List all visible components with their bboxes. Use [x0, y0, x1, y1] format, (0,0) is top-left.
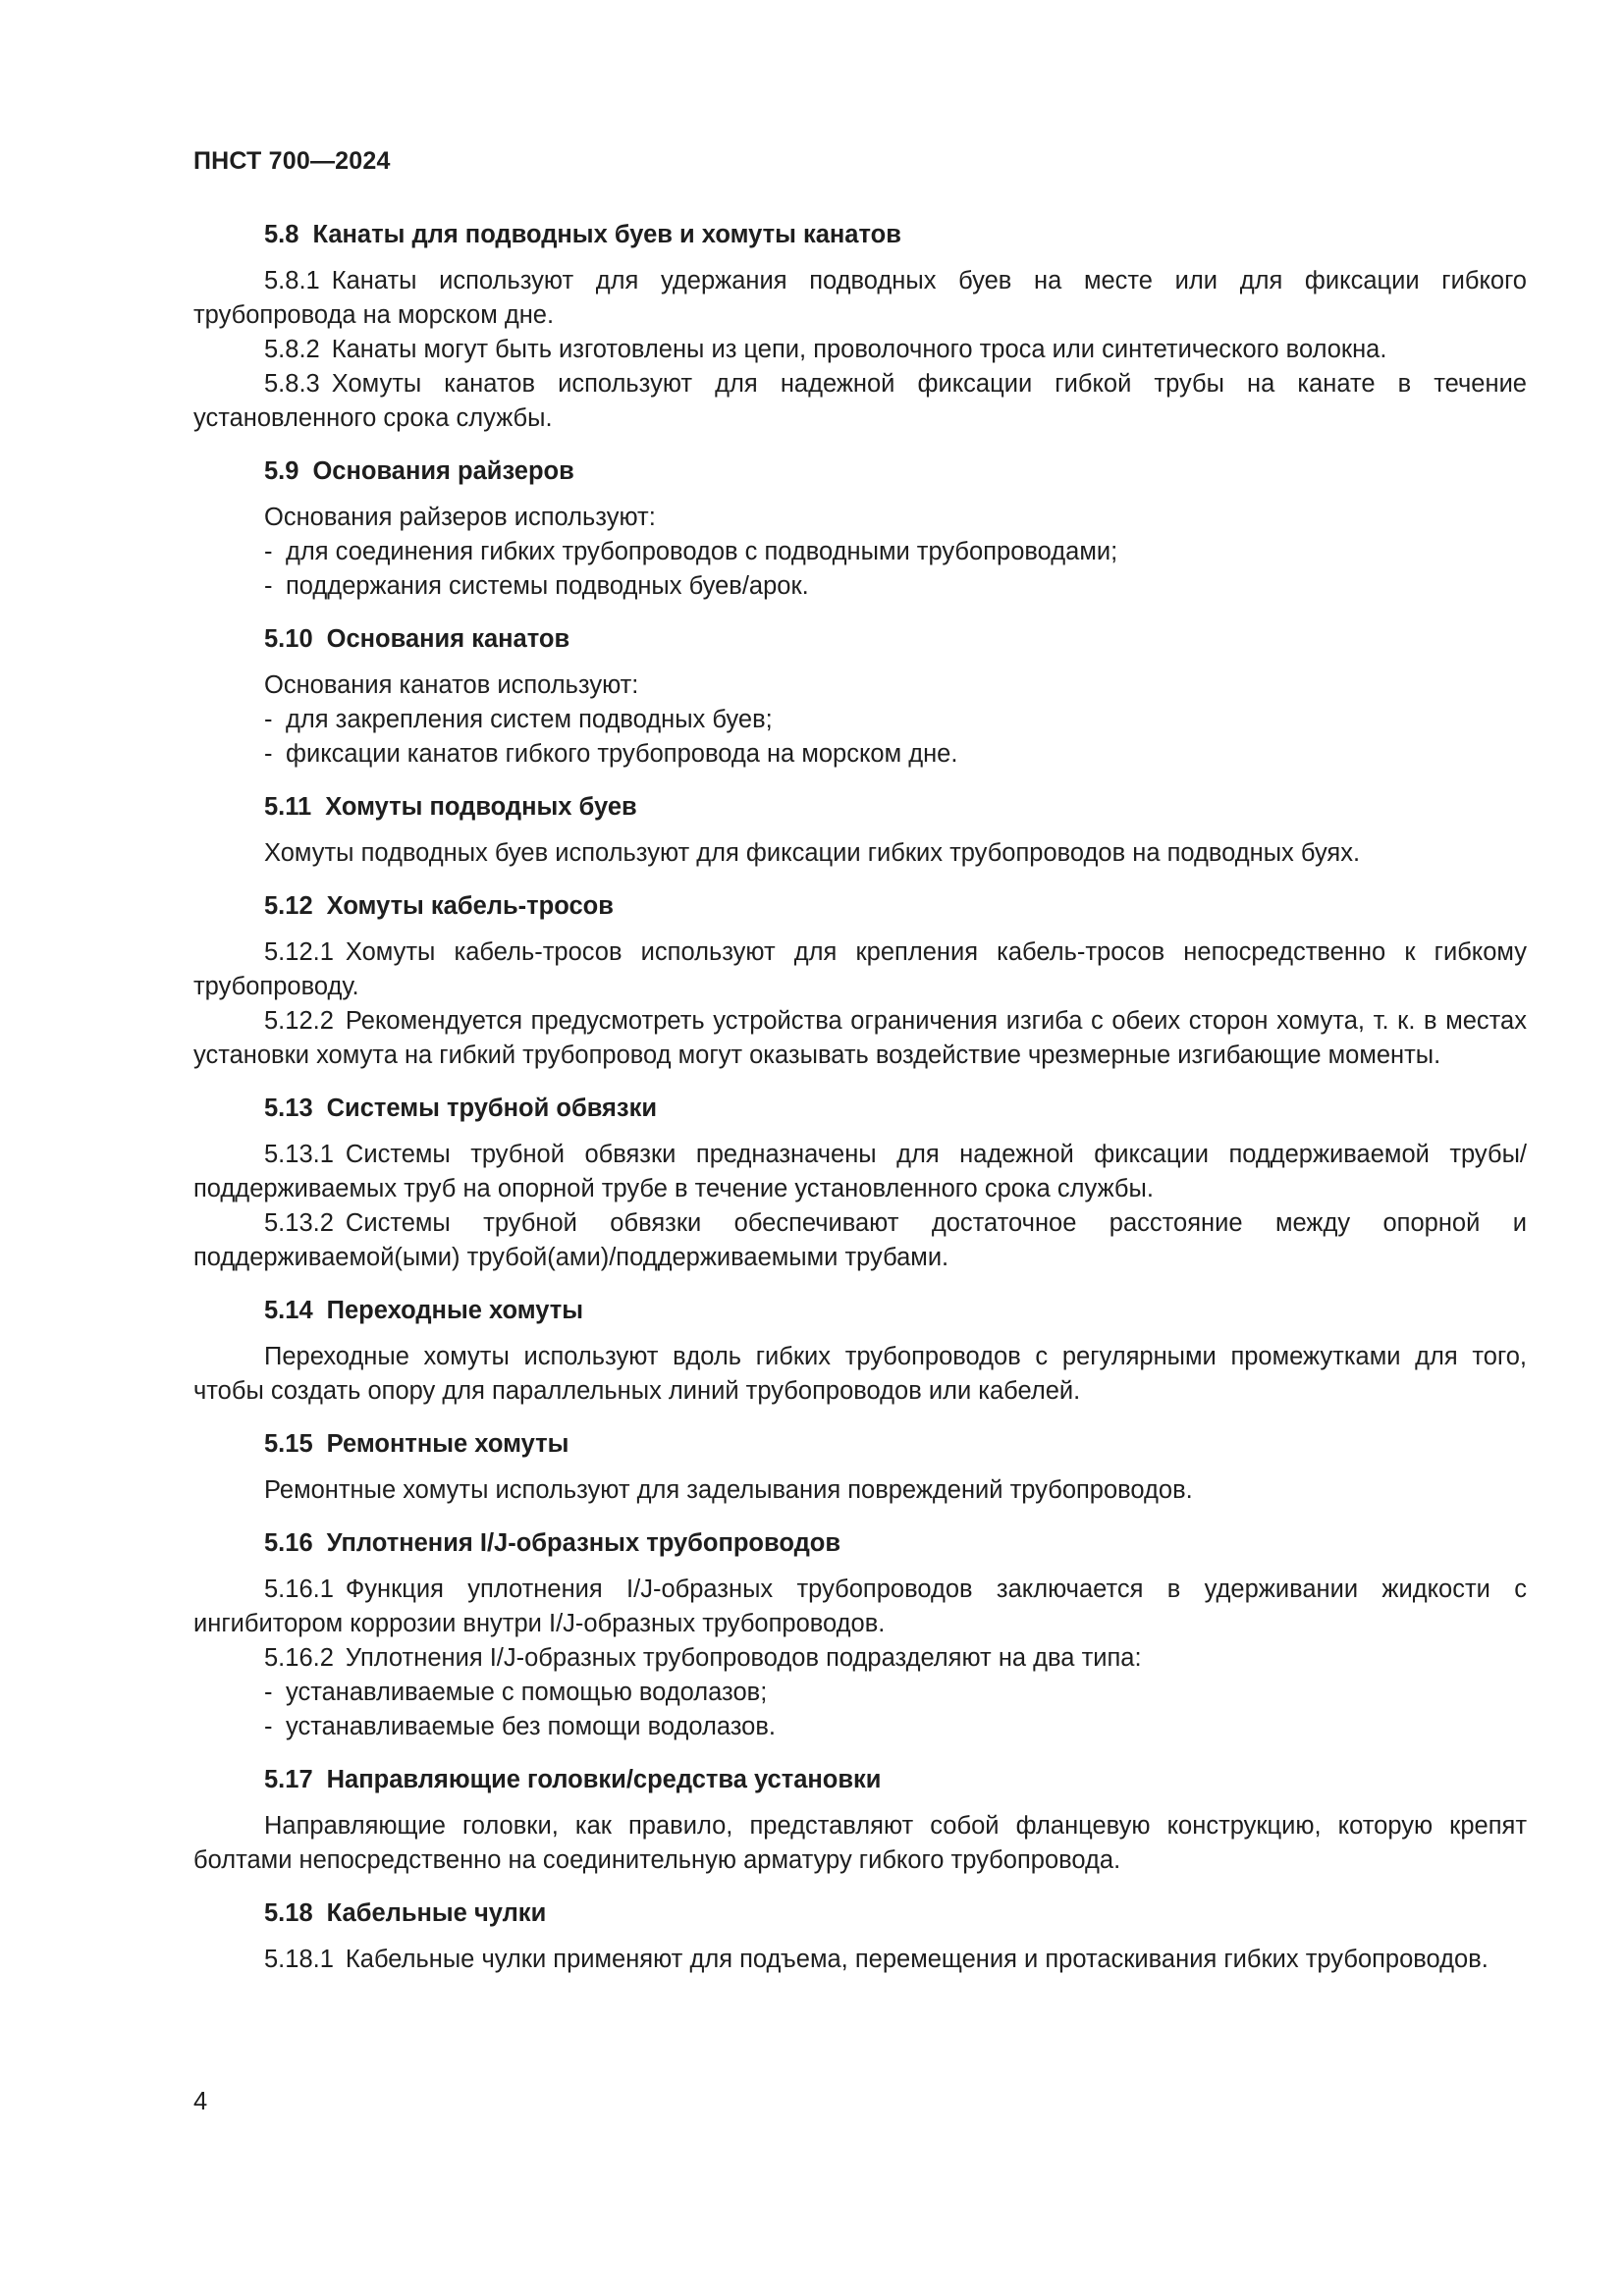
section: [193, 622, 1527, 772]
list-item: [193, 569, 1527, 604]
clause-number: 5.16.2: [264, 1644, 334, 1672]
paragraph: [193, 935, 1527, 1004]
section-heading: [193, 1896, 1527, 1931]
page-number: 4: [193, 2088, 208, 2115]
clause-number: 5.12.1: [264, 938, 334, 966]
list-dash: -: [264, 740, 273, 768]
clause-number: 5.8.1: [264, 267, 320, 294]
section-title: Хомуты подводных буев: [325, 793, 637, 821]
section: [193, 1427, 1527, 1508]
clause-number: 5.12.2: [264, 1007, 334, 1035]
section-number: 5.8: [264, 221, 299, 248]
section-title: Основания канатов: [326, 625, 570, 653]
list-item: [193, 703, 1527, 737]
paragraph-text: Кабельные чулки применяют для подъема, перемещения и протаскивания гибких трубопроводов.: [345, 1946, 1489, 1973]
paragraph: [193, 836, 1527, 871]
section: [193, 1294, 1527, 1409]
section-number: 5.9: [264, 457, 299, 485]
paragraph-text: Системы трубной обвязки предназначены для надежной фиксации поддерживаемой трубы/поддерживаемых труб на опорной трубе в течение установленного срока службы.: [193, 1141, 1527, 1202]
list-item-text: поддержания системы подводных буев/арок.: [286, 572, 809, 600]
section-title: Уплотнения I/J-образных трубопроводов: [326, 1529, 841, 1557]
paragraph: [193, 367, 1527, 436]
clause-number: 5.13.2: [264, 1209, 334, 1237]
paragraph-text: Хомуты кабель-тросов используют для крепления кабель-тросов непосредственно к гибкому трубопроводу.: [193, 938, 1527, 1000]
section-heading: [193, 790, 1527, 825]
list-item: [193, 535, 1527, 569]
section-heading: [193, 1092, 1527, 1126]
paragraph-text: Канаты используют для удержания подводных буев на месте или для фиксации гибкого трубопровода на морском дне.: [193, 267, 1527, 329]
section-heading: [193, 1427, 1527, 1462]
section-title: Хомуты кабель-тросов: [326, 892, 614, 920]
section-number: 5.10: [264, 625, 313, 653]
clause-number: 5.18.1: [264, 1946, 334, 1973]
paragraph-text: Функция уплотнения I/J-образных трубопроводов заключается в удерживании жидкости с ингибитором коррозии внутри I/J-образных трубопроводов.: [193, 1575, 1527, 1637]
list-dash: -: [264, 706, 273, 733]
paragraph-text: Системы трубной обвязки обеспечивают достаточное расстояние между опорной и поддерживаемой(ыми) трубой(ами)/поддерживаемыми трубами.: [193, 1209, 1527, 1271]
document-code: ПНСТ 700—2024: [193, 147, 391, 175]
list-item: [193, 1710, 1527, 1744]
section: [193, 1092, 1527, 1275]
section: [193, 1763, 1527, 1878]
clause-number: 5.8.2: [264, 336, 320, 363]
paragraph: [193, 668, 1527, 703]
list-item-text: для закрепления систем подводных буев;: [286, 706, 773, 733]
section-number: 5.18: [264, 1899, 313, 1927]
section-title: Основания райзеров: [312, 457, 574, 485]
section-number: 5.12: [264, 892, 313, 920]
paragraph: [193, 501, 1527, 535]
section-number: 5.13: [264, 1095, 313, 1122]
section: [193, 454, 1527, 604]
clause-number: 5.8.3: [264, 370, 320, 398]
list-item-text: для соединения гибких трубопроводов с подводными трубопроводами;: [286, 538, 1118, 565]
list-item: [193, 1676, 1527, 1710]
paragraph: [193, 1641, 1527, 1676]
paragraph-text: Основания канатов используют:: [264, 671, 639, 699]
paragraph-text: Хомуты канатов используют для надежной фиксации гибкой трубы на канате в течение установленного срока службы.: [193, 370, 1527, 432]
section-number: 5.17: [264, 1766, 313, 1793]
paragraph-text: Уплотнения I/J-образных трубопроводов подразделяют на два типа:: [345, 1644, 1142, 1672]
paragraph: [193, 264, 1527, 333]
section-title: Системы трубной обвязки: [326, 1095, 658, 1122]
paragraph-text: Рекомендуется предусмотреть устройства ограничения изгиба с обеих сторон хомута, т. к. в местах установки хомута на гибкий трубопровод могут оказывать воздействие чрезмерные изгибающие моменты.: [193, 1007, 1527, 1069]
section-title: Ремонтные хомуты: [326, 1430, 569, 1458]
list-dash: -: [264, 1679, 273, 1706]
section-number: 5.11: [264, 793, 312, 821]
paragraph-text: Хомуты подводных буев используют для фиксации гибких трубопроводов на подводных буях.: [264, 839, 1361, 867]
section-title: Канаты для подводных буев и хомуты канатов: [312, 221, 901, 248]
paragraph: [193, 1206, 1527, 1275]
section: [193, 218, 1527, 436]
paragraph: [193, 1138, 1527, 1206]
document-body: [193, 218, 1527, 1977]
clause-number: 5.13.1: [264, 1141, 334, 1168]
paragraph-text: Переходные хомуты используют вдоль гибких трубопроводов с регулярными промежутками для того, чтобы создать опору для параллельных линий трубопроводов или кабелей.: [193, 1343, 1527, 1405]
section: [193, 1896, 1527, 1977]
list-dash: -: [264, 572, 273, 600]
paragraph: [193, 1340, 1527, 1409]
paragraph-text: Канаты могут быть изготовлены из цепи, проволочного троса или синтетического волокна.: [331, 336, 1387, 363]
list-item-text: фиксации канатов гибкого трубопровода на морском дне.: [286, 740, 958, 768]
paragraph: [193, 1573, 1527, 1641]
paragraph: [193, 1943, 1527, 1977]
section-heading: [193, 1763, 1527, 1797]
section: [193, 889, 1527, 1073]
list-item-text: устанавливаемые без помощи водолазов.: [286, 1713, 776, 1740]
section-title: Направляющие головки/средства установки: [326, 1766, 882, 1793]
list-item-text: устанавливаемые с помощью водолазов;: [286, 1679, 768, 1706]
section-heading: [193, 218, 1527, 252]
section-heading: [193, 889, 1527, 924]
paragraph: [193, 1004, 1527, 1073]
section-heading: [193, 622, 1527, 657]
section-number: 5.16: [264, 1529, 313, 1557]
section-heading: [193, 1294, 1527, 1328]
paragraph-text: Ремонтные хомуты используют для заделывания повреждений трубопроводов.: [264, 1476, 1193, 1504]
list-dash: -: [264, 538, 273, 565]
section-heading: [193, 454, 1527, 489]
section: [193, 1526, 1527, 1744]
section-number: 5.15: [264, 1430, 313, 1458]
list-dash: -: [264, 1713, 273, 1740]
list-item: [193, 737, 1527, 772]
section: [193, 790, 1527, 871]
paragraph: [193, 1809, 1527, 1878]
paragraph: [193, 1473, 1527, 1508]
section-number: 5.14: [264, 1297, 313, 1324]
section-heading: [193, 1526, 1527, 1561]
paragraph-text: Основания райзеров используют:: [264, 504, 656, 531]
section-title: Переходные хомуты: [326, 1297, 584, 1324]
clause-number: 5.16.1: [264, 1575, 334, 1603]
paragraph: [193, 333, 1527, 367]
section-title: Кабельные чулки: [326, 1899, 547, 1927]
paragraph-text: Направляющие головки, как правило, представляют собой фланцевую конструкцию, которую крепят болтами непосредственно на соединительную арматуру гибкого трубопровода.: [193, 1812, 1527, 1874]
